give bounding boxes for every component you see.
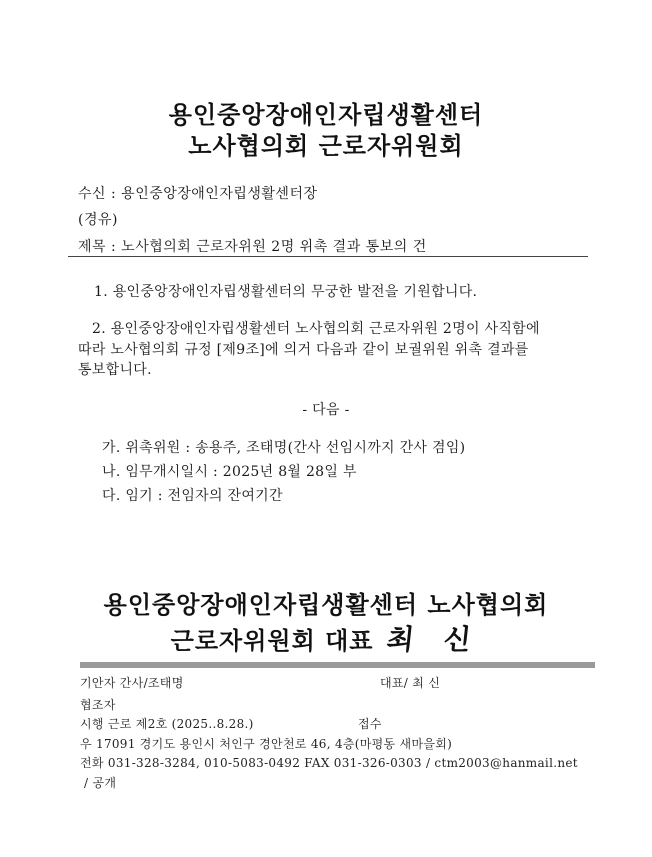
document-title-line1: 용인중앙장애인자립생활센터 xyxy=(168,101,484,129)
paragraph-1: 1. 용인중앙장애인자립생활센터의 무궁한 발전을 기원합니다. xyxy=(94,284,478,300)
footer-divider xyxy=(80,662,595,668)
signature-line1: 용인중앙장애인자립생활센터 노사협의회 xyxy=(103,591,549,619)
cooperator-field: 협조자 xyxy=(80,698,116,712)
header-divider xyxy=(68,256,588,257)
contact-field: 전화 031-328-3284, 010-5083-0492 FAX 031-326-0303 / ctm2003@hanmail.net xyxy=(80,756,578,770)
paragraph-2-line-1: 2. 용인중앙장애인자립생활센터 노사협의회 근로자위원 2명이 사직함에 xyxy=(92,321,540,337)
via-line: (경유) xyxy=(78,212,118,228)
approver-field: 대표/ 최 신 xyxy=(380,676,441,690)
signature-seal-name: 최 신 xyxy=(385,623,483,656)
list-item: 나. 임무개시일시 : 2025년 8월 28일 부 xyxy=(102,464,357,480)
paragraph-2-line-3: 통보합니다. xyxy=(78,362,152,378)
enforcement-field: 시행 근로 제2호 (2025..8.28.) xyxy=(80,717,254,731)
list-item: 가. 위촉위원 : 송용주, 조태명(간사 선임시까지 간사 겸임) xyxy=(102,440,466,456)
signature-line2 xyxy=(0,618,652,658)
receipt-field: 접수 xyxy=(358,717,382,731)
signature-title: 근로자위원회 대표 xyxy=(170,627,374,655)
list-item: 다. 임기 : 전임자의 잔여기간 xyxy=(102,488,283,504)
document-title-line2: 노사협의회 근로자위원회 xyxy=(188,132,464,160)
drafter-field: 기안자 간사/조태명 xyxy=(80,676,184,690)
address-field: 우 17091 경기도 용인시 처인구 경안천로 46, 4층(마평동 새마을회) xyxy=(80,737,453,751)
paragraph-2-line-2: 따라 노사협의회 규정 [제9조]에 의거 다음과 같이 보궐위원 위촉 결과를 xyxy=(78,342,529,358)
subject-line: 제목 : 노사협의회 근로자위원 2명 위촉 결과 통보의 건 xyxy=(78,239,427,255)
recipient-line: 수신 : 용인중앙장애인자립생활센터장 xyxy=(78,186,318,202)
disclosure-field: / 공개 xyxy=(84,776,117,790)
next-heading: - 다음 - xyxy=(302,402,350,418)
